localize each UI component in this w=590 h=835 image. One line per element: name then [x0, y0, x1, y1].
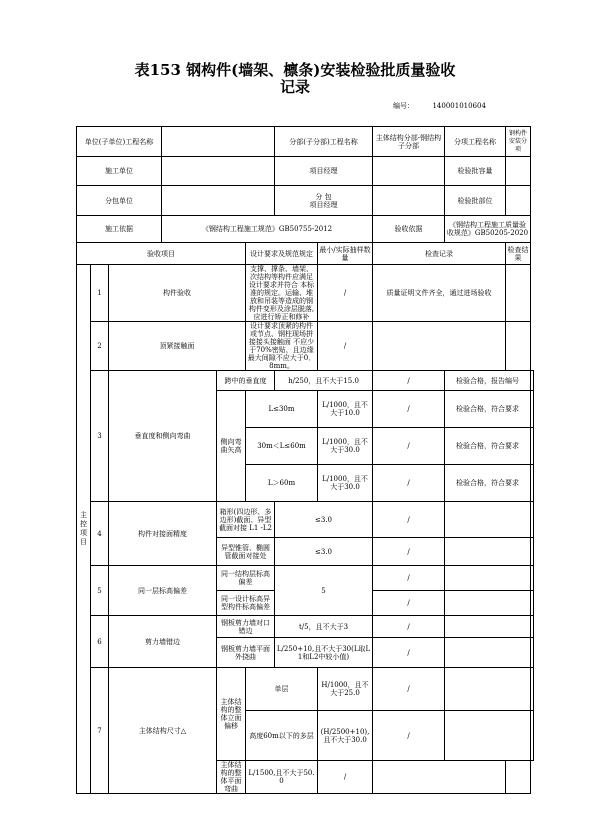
r6-b-req: L/250+10,且不大于30(L取L1和L2中较小值): [275, 638, 373, 668]
r7-name: 主体结构尺寸△: [109, 668, 217, 794]
r6-b-label: 钢板剪力墙平面外挠曲: [217, 638, 275, 668]
r6-a-req: t/5，且不大于3: [275, 616, 373, 638]
document-title-line1: 表153 钢构件(墙架、檩条)安装检验批质量验收: [134, 61, 456, 79]
construction-unit-label-cell: 施工单位: [77, 157, 162, 186]
r7-a1-record[interactable]: [445, 668, 531, 711]
r7-a1-sample: /: [373, 668, 445, 711]
r1-sample: /: [318, 265, 373, 322]
r5-b-label: 同一设计标高异型构件标高偏差: [217, 591, 275, 616]
r7-no: 7: [91, 668, 109, 794]
r5-name: 同一层标高偏差: [109, 566, 217, 616]
r2-record[interactable]: [373, 322, 506, 371]
batch-location-label-cell: 检验批部位: [445, 186, 506, 216]
r2-result[interactable]: [506, 322, 531, 371]
r3-mid-sample: /: [373, 371, 445, 391]
r7-a1-result[interactable]: [531, 668, 534, 711]
r3-b2-cond: 30m＜L≤60m: [246, 428, 318, 465]
r3-b1-sample: /: [373, 391, 445, 428]
r3-b1-record: 检验合格，符合要求: [445, 391, 531, 428]
r7-a2-req: (H/2500+10),且不大于30.0: [318, 711, 373, 761]
r6-name: 剪力墙错边: [109, 616, 217, 668]
document-code: [393, 101, 486, 111]
r1-result[interactable]: [506, 265, 531, 322]
r7-b-result[interactable]: [506, 761, 531, 794]
r2-req: 设计要求顶紧的构件或节点、钢柱现场拼接接头接触面 不应少于70%密贴，且边缘最大间隙不应大于0．8mm。: [246, 322, 318, 371]
r3-b3-result[interactable]: [531, 465, 534, 502]
acceptance-basis-label-cell: 验收依据: [373, 216, 445, 243]
r7-a2-cond: 高度60m以下的多层: [246, 711, 318, 761]
r4-name: 构件对接面精度: [109, 502, 217, 566]
r6-b-result[interactable]: [531, 638, 534, 668]
r3-b3-cond: L＞60m: [246, 465, 318, 502]
r3-mid-result[interactable]: [531, 371, 534, 391]
r5-req: 5: [275, 566, 373, 616]
item-label-cell: 分项工程名称: [445, 127, 506, 157]
r3-no: 3: [91, 371, 109, 502]
r5-a-label: 同一结构层标高偏差: [217, 566, 275, 591]
r6-a-record[interactable]: [445, 616, 531, 638]
r4-a-record[interactable]: [445, 502, 531, 538]
main-control-label: 主控项目: [77, 265, 91, 794]
r3-b2-req: L/1000，且不大于30.0: [318, 428, 373, 465]
r3-bend-label: 侧向弯曲矢高: [217, 391, 246, 502]
r6-a-sample: /: [373, 616, 445, 638]
r6-b-sample: /: [373, 638, 445, 668]
r3-b3-req: L/1000，且不大于30.0: [318, 465, 373, 502]
r2-no: 2: [91, 322, 109, 371]
r7-b-sample: /: [318, 761, 373, 794]
col-record-header: 检查记录: [373, 243, 506, 265]
r6-no: 6: [91, 616, 109, 668]
r7-b-label: 主体结构的整体平面弯曲: [217, 761, 246, 794]
sub-pm-label-cell: 分 包 项目经理: [275, 186, 373, 216]
r3-b2-record: 检验合格，符合要求: [445, 428, 531, 465]
r3-b1-req: L/1000，且不大于10.0: [318, 391, 373, 428]
r5-a-sample: /: [373, 566, 445, 591]
col-sample-header: 最小/实际抽样数量: [318, 243, 373, 265]
r5-b-result[interactable]: [531, 591, 534, 616]
r3-b2-result[interactable]: [531, 428, 534, 465]
r3-mid-label: 跨中的垂直度: [217, 371, 275, 391]
code-value: 140001010604: [432, 102, 486, 110]
r6-b-record[interactable]: [445, 638, 531, 668]
unit-value-cell[interactable]: [162, 127, 275, 157]
subcontract-value-cell[interactable]: [162, 186, 275, 216]
r4-a-label: 箱形(四边形、多边形)截面、异型截面对接 L1 -L2: [217, 502, 275, 538]
batch-capacity-value-cell[interactable]: [506, 157, 531, 186]
batch-capacity-label-cell: 检验批容量: [445, 157, 506, 186]
r1-record: 质量证明文件齐全，通过进场验收: [373, 265, 506, 322]
r3-b1-result[interactable]: [531, 391, 534, 428]
code-label: 编号：: [393, 102, 414, 110]
col-result-header: 检查结果: [506, 243, 531, 265]
r6-a-result[interactable]: [531, 616, 534, 638]
r7-a2-record[interactable]: [445, 711, 531, 761]
r3-mid-record: 检验合格，报告编号: [445, 371, 531, 391]
pm-value-cell[interactable]: [373, 157, 445, 186]
r4-b-sample: /: [373, 538, 445, 566]
r5-b-sample: /: [373, 591, 445, 616]
r4-b-result[interactable]: [531, 538, 534, 566]
r7-a2-result[interactable]: [531, 711, 534, 761]
r4-a-req: ≤3.0: [275, 502, 373, 538]
r7-a2-sample: /: [373, 711, 445, 761]
r2-name: 顶紧接触面: [109, 322, 246, 371]
batch-location-value-cell[interactable]: [506, 186, 531, 216]
r4-a-result[interactable]: [531, 502, 534, 538]
r4-a-sample: /: [373, 502, 445, 538]
r7-b-req: L/1500,且不大于50.0: [246, 761, 318, 794]
r7-a1-cond: 单层: [246, 668, 318, 711]
r4-no: 4: [91, 502, 109, 566]
inspection-table: [76, 126, 534, 794]
r5-a-result[interactable]: [531, 566, 534, 591]
r6-a-label: 钢板剪力墙对口错边: [217, 616, 275, 638]
r1-req: 支撑、撑条、墙架、次结构等构件应满足设计要求并符合 本标准的规定。运输、堆放和吊装等造成的钢构件变形及涂层脱落,应进行矫正和修补: [246, 265, 318, 322]
r7-a-label: 主体结构的整体立面偏移: [217, 668, 246, 761]
r1-name: 构件验收: [109, 265, 246, 322]
col-requirement-header: 设计要求及规范规定: [246, 243, 318, 265]
subcontract-label-cell: 分包单位: [77, 186, 162, 216]
pm-label-cell: 项目经理: [275, 157, 373, 186]
acceptance-basis-value-cell: 《钢结构工程施工质量验收规范》GB50205-2020: [445, 216, 531, 243]
r1-no: 1: [91, 265, 109, 322]
unit-label-cell: 单位(子单位)工程名称: [77, 127, 162, 157]
sub-pm-value-cell[interactable]: [373, 186, 445, 216]
r4-b-label: 异型锥管、椭圆管截面对接处: [217, 538, 275, 566]
basis-value-cell: 《钢结构工程施工规范》GB50755-2012: [162, 216, 373, 243]
r3-name: 垂直度和侧向弯曲: [109, 371, 217, 502]
r2-sample: /: [318, 322, 373, 371]
basis-label-cell: 施工依据: [77, 216, 162, 243]
r5-a-record[interactable]: [445, 566, 531, 591]
r3-b2-sample: /: [373, 428, 445, 465]
sub-part-label-cell: 分部(子分部)工程名称: [275, 127, 373, 157]
r3-mid-req: h/250，且不大于15.0: [275, 371, 373, 391]
r7-b-record[interactable]: [373, 761, 506, 794]
r3-b1-cond: L≤30m: [246, 391, 318, 428]
r3-b3-record: 检验合格，符合要求: [445, 465, 531, 502]
col-item-header: 验收项目: [77, 243, 246, 265]
construction-unit-value-cell[interactable]: [162, 157, 275, 186]
r7-a1-req: H/1000，且不大于25.0: [318, 668, 373, 711]
item-value-cell: 钢构件安装分项: [506, 127, 531, 157]
r3-b3-sample: /: [373, 465, 445, 502]
r5-b-record[interactable]: [445, 591, 531, 616]
r5-no: 5: [91, 566, 109, 616]
document-title-line2: 记录: [279, 78, 310, 96]
sub-part-value-cell: 主体结构分部-钢结构子分部: [373, 127, 445, 157]
r4-b-record[interactable]: [445, 538, 531, 566]
r4-b-req: ≤3.0: [275, 538, 373, 566]
